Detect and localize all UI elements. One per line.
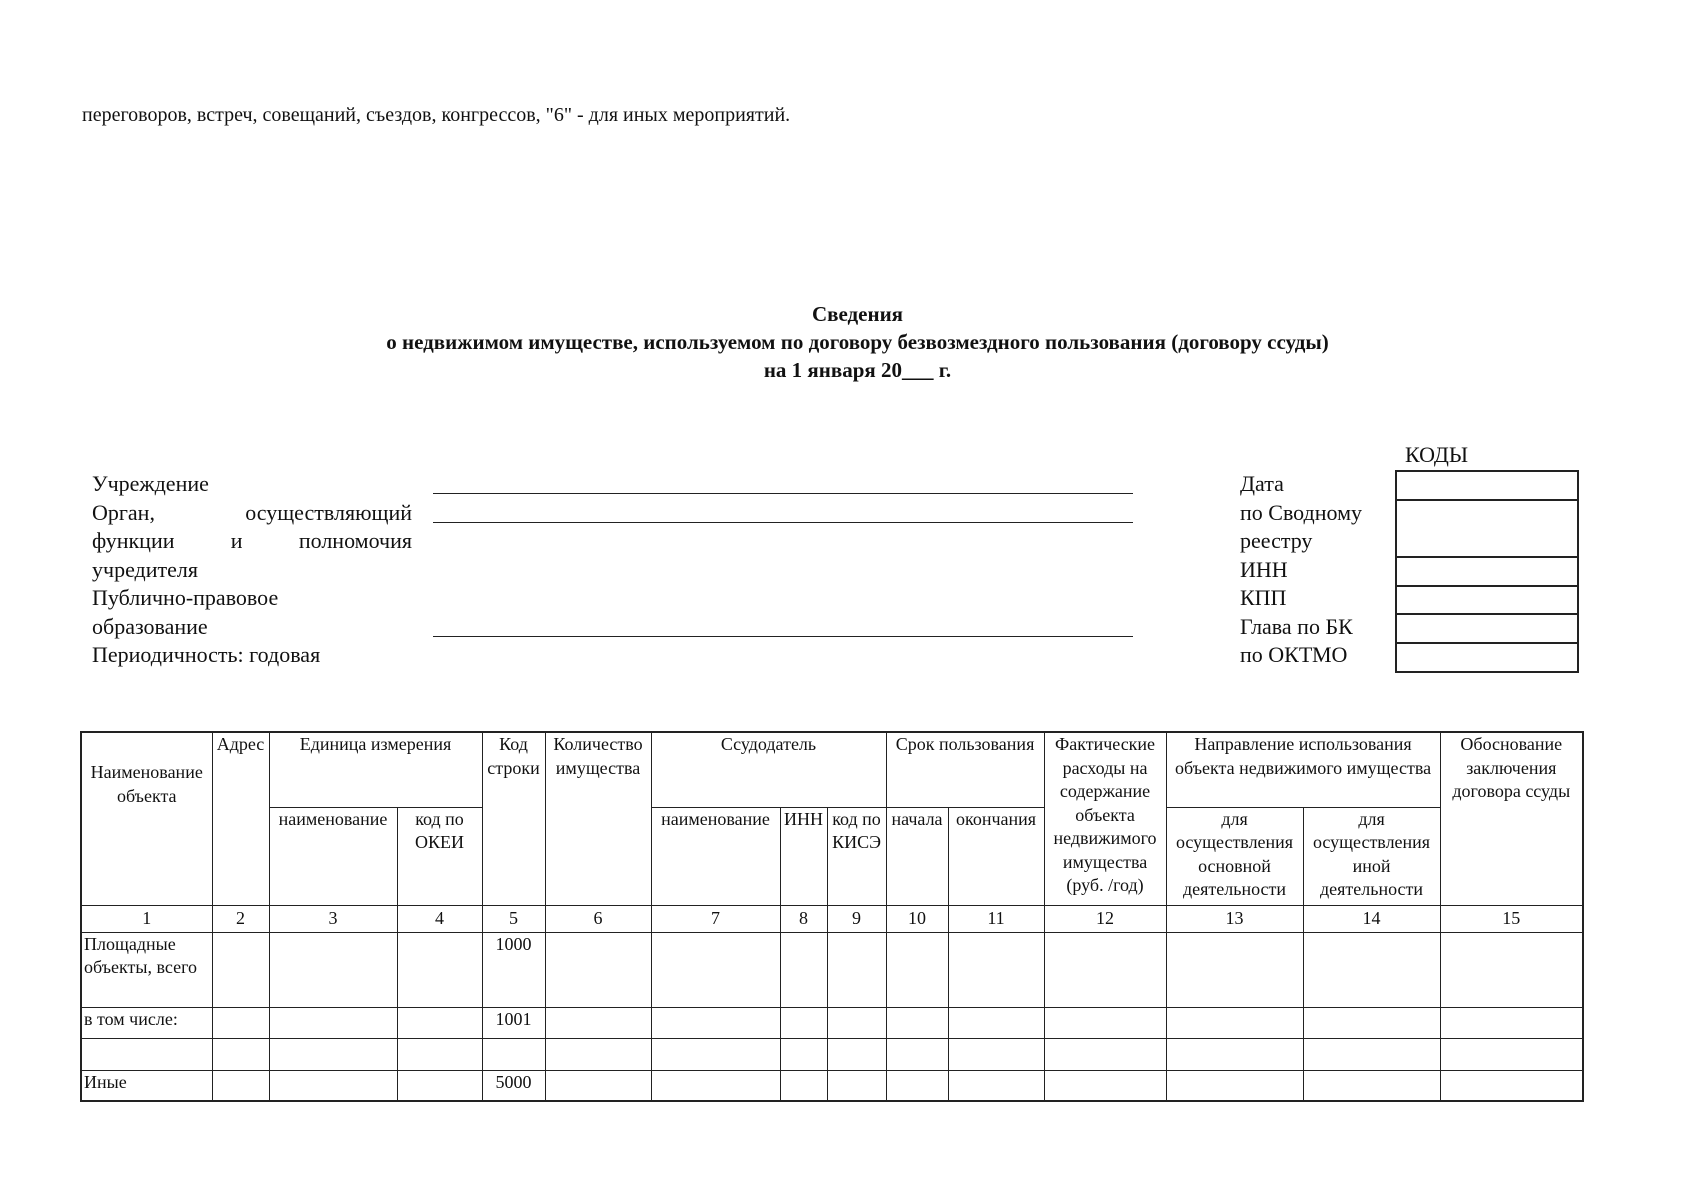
col-unit-header: Единица измерения <box>269 732 482 807</box>
functions-label <box>92 527 412 556</box>
code-kpp-cell[interactable] <box>1397 587 1577 615</box>
col-term-start-header: начала <box>886 807 948 905</box>
intro-text: переговоров, встреч, совещаний, съездов, конгрессов, "6" - для иных мероприятий. <box>82 104 791 126</box>
code-registry-label-1: по Сводному <box>1240 499 1363 525</box>
public-entity-label-2: образование <box>92 613 208 639</box>
col-address-header: Адрес <box>212 732 269 905</box>
data-cell[interactable] <box>212 1070 269 1101</box>
row-name-cell: Иные <box>81 1070 212 1101</box>
code-chapter-label: Глава по БК <box>1240 613 1353 639</box>
row-code-cell: 5000 <box>482 1070 545 1101</box>
data-cell[interactable] <box>1166 1038 1303 1070</box>
title-line-1: Сведения <box>811 302 904 326</box>
title-line-3: на 1 января 20___ г. <box>763 358 952 382</box>
col-term-end-header: окончания <box>948 807 1044 905</box>
data-cell[interactable] <box>827 1007 886 1038</box>
code-inn-cell[interactable] <box>1397 558 1577 587</box>
table-row <box>81 1070 1583 1101</box>
title-line-2: о недвижимом имуществе, используемом по договору безвозмездного пользования (договору ссуды) <box>386 330 1329 354</box>
col-expenses-header: Фактические расходы на содержание объекта недвижимого имущества (руб. /год) <box>1044 732 1166 905</box>
col-number: 11 <box>948 905 1044 932</box>
col-number: 3 <box>269 905 397 932</box>
organ-word-1: Орган, <box>92 499 155 525</box>
institution-field-line[interactable] <box>433 493 1133 494</box>
code-chapter-cell[interactable] <box>1397 615 1577 644</box>
data-cell[interactable] <box>397 1038 482 1070</box>
data-cell[interactable] <box>651 1070 780 1101</box>
code-date-label: Дата <box>1240 471 1284 496</box>
col-unit-name-header: наименование <box>269 807 397 905</box>
table-row <box>81 932 1583 1007</box>
public-entity-field-line[interactable] <box>433 636 1133 637</box>
col-number: 5 <box>482 905 545 932</box>
data-cell[interactable] <box>269 1038 397 1070</box>
col-number: 7 <box>651 905 780 932</box>
data-cell[interactable] <box>545 1038 651 1070</box>
code-kpp-label: КПП <box>1240 585 1287 610</box>
data-cell[interactable] <box>1044 1038 1166 1070</box>
data-cell[interactable] <box>948 1038 1044 1070</box>
data-cell[interactable] <box>651 932 780 1007</box>
data-cell[interactable] <box>545 1070 651 1101</box>
row-code-cell: 1001 <box>482 1007 545 1038</box>
col-term-header: Срок пользования <box>886 732 1044 807</box>
col-unit-code-header: код по ОКЕИ <box>397 807 482 905</box>
data-cell[interactable] <box>1166 1070 1303 1101</box>
row-name-cell: в том числе: <box>81 1007 212 1038</box>
data-cell[interactable] <box>1440 1038 1583 1070</box>
codes-title: КОДЫ <box>1405 442 1469 467</box>
code-registry-label-2: реестру <box>1240 528 1313 553</box>
data-cell[interactable] <box>780 932 827 1007</box>
data-cell[interactable] <box>651 1007 780 1038</box>
periodicity-label: Периодичность: годовая <box>92 642 321 667</box>
data-cell[interactable] <box>780 1007 827 1038</box>
data-cell[interactable] <box>780 1038 827 1070</box>
data-cell[interactable] <box>1166 932 1303 1007</box>
data-cell[interactable] <box>269 1007 397 1038</box>
col-number: 13 <box>1166 905 1303 932</box>
col-number: 14 <box>1303 905 1440 932</box>
data-cell[interactable] <box>1303 1007 1440 1038</box>
data-cell[interactable] <box>1440 1070 1583 1101</box>
data-cell[interactable] <box>397 932 482 1007</box>
row-code-cell[interactable] <box>482 1038 545 1070</box>
col-number: 4 <box>397 905 482 932</box>
header-labels <box>92 470 412 670</box>
data-cell[interactable] <box>1044 1007 1166 1038</box>
col-row-code-header: Код строки <box>482 732 545 905</box>
data-cell[interactable] <box>886 932 948 1007</box>
col-number: 8 <box>780 905 827 932</box>
col-lender-inn-header: ИНН <box>780 807 827 905</box>
public-entity-label-1: Публично-правовое <box>92 585 279 610</box>
data-cell[interactable] <box>1044 1070 1166 1101</box>
data-cell[interactable] <box>545 1007 651 1038</box>
data-cell[interactable] <box>1044 932 1166 1007</box>
data-cell[interactable] <box>827 932 886 1007</box>
data-cell[interactable] <box>886 1007 948 1038</box>
data-cell[interactable] <box>1166 1007 1303 1038</box>
col-number: 12 <box>1044 905 1166 932</box>
codes-labels <box>1240 470 1362 670</box>
data-cell[interactable] <box>948 932 1044 1007</box>
code-registry-cell[interactable] <box>1397 501 1577 558</box>
data-cell[interactable] <box>1303 1070 1440 1101</box>
data-cell[interactable] <box>1440 932 1583 1007</box>
data-cell[interactable] <box>397 1070 482 1101</box>
data-cell[interactable] <box>269 1070 397 1101</box>
document-title <box>0 300 1697 384</box>
col-dir-other-header: для осуществления иной деятельности <box>1303 807 1440 905</box>
data-cell[interactable] <box>827 1070 886 1101</box>
data-cell[interactable] <box>269 932 397 1007</box>
data-cell[interactable] <box>886 1038 948 1070</box>
data-cell[interactable] <box>212 1038 269 1070</box>
functions-word-2: и <box>230 528 243 553</box>
property-table <box>80 731 1584 1102</box>
data-cell[interactable] <box>1303 1038 1440 1070</box>
code-oktmo-label: по ОКТМО <box>1240 642 1348 667</box>
data-cell[interactable] <box>948 1007 1044 1038</box>
col-object-name-header: Наименование объекта <box>81 732 212 905</box>
data-cell[interactable] <box>1303 932 1440 1007</box>
col-lender-code-header: код по КИСЭ <box>827 807 886 905</box>
col-number: 15 <box>1440 905 1583 932</box>
col-number: 1 <box>81 905 212 932</box>
col-direction-header: Направление использования объекта недвижимого имущества <box>1166 732 1440 807</box>
codes-box <box>1395 470 1579 673</box>
table-row <box>81 1038 1583 1070</box>
data-cell[interactable] <box>651 1038 780 1070</box>
col-number: 2 <box>212 905 269 932</box>
data-cell[interactable] <box>212 932 269 1007</box>
functions-word-3: полномочия <box>298 528 412 553</box>
organ-word-2: осуществляющий <box>245 499 412 525</box>
col-basis-header: Обоснование заключения договора ссуды <box>1440 732 1583 905</box>
organ-label <box>92 499 412 528</box>
data-cell[interactable] <box>1440 1007 1583 1038</box>
data-cell[interactable] <box>397 1007 482 1038</box>
organ-field-line[interactable] <box>433 522 1133 523</box>
founder-label: учредителя <box>92 556 198 582</box>
data-cell[interactable] <box>948 1070 1044 1101</box>
col-number: 10 <box>886 905 948 932</box>
col-quantity-header: Количество имущества <box>545 732 651 905</box>
data-cell[interactable] <box>212 1007 269 1038</box>
col-number: 6 <box>545 905 651 932</box>
data-cell[interactable] <box>545 932 651 1007</box>
data-cell[interactable] <box>886 1070 948 1101</box>
institution-label: Учреждение <box>92 471 209 496</box>
col-dir-main-header: для осуществления основной деятельности <box>1166 807 1303 905</box>
data-cell[interactable] <box>780 1070 827 1101</box>
functions-word-1: функции <box>92 528 175 553</box>
col-lender-name-header: наименование <box>651 807 780 905</box>
code-inn-label: ИНН <box>1240 556 1288 582</box>
column-numbers-row <box>81 905 1583 932</box>
row-name-cell[interactable] <box>81 1038 212 1070</box>
col-lender-header: Ссудодатель <box>651 732 886 807</box>
col-number: 9 <box>827 905 886 932</box>
row-code-cell: 1000 <box>482 932 545 1007</box>
code-date-cell[interactable] <box>1397 472 1577 501</box>
table-row <box>81 1007 1583 1038</box>
data-cell[interactable] <box>827 1038 886 1070</box>
row-name-cell: Площадные объекты, всего <box>81 932 212 1007</box>
code-oktmo-cell[interactable] <box>1397 644 1577 673</box>
